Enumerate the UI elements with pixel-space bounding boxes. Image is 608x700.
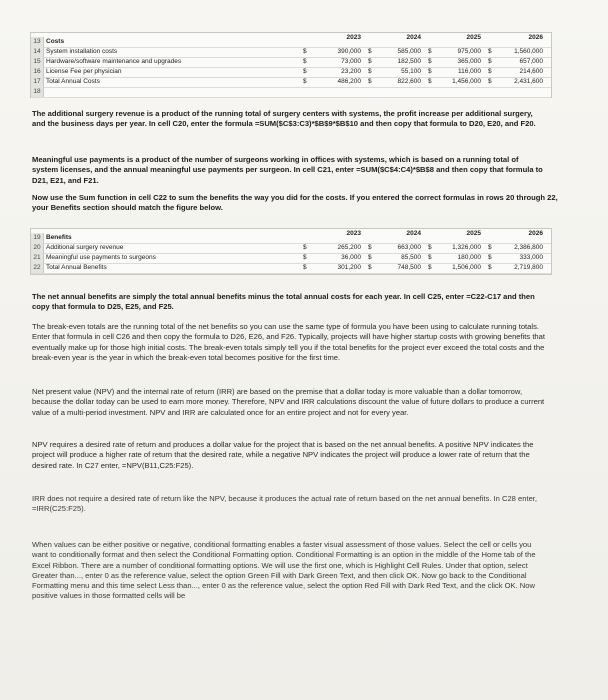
row-number: 16 [31,67,44,77]
benefits-table [30,228,552,275]
currency-symbol: $ [428,244,432,251]
value-cell[interactable]: 301,200 [337,264,361,271]
sheet-row [31,87,551,97]
currency-symbol: $ [368,68,372,75]
value-cell[interactable]: 73,000 [341,58,361,65]
costs-table [30,32,552,98]
row-label: System installation costs [46,48,118,55]
sheet-row [31,253,551,263]
value-cell[interactable]: 2,386,800 [514,244,543,251]
value-cell[interactable]: 1,326,000 [452,244,481,251]
currency-symbol: $ [428,264,432,271]
value-cell[interactable]: 486,200 [337,78,361,85]
value-cell[interactable]: 182,500 [397,58,421,65]
value-cell[interactable]: 23,200 [341,68,361,75]
currency-symbol: $ [488,244,492,251]
currency-symbol: $ [488,264,492,271]
row-number: 18 [31,87,44,97]
value-cell[interactable]: 180,000 [457,254,481,261]
value-cell[interactable]: 265,200 [337,244,361,251]
row-label: Meaningful use payments to surgeons [46,254,156,261]
value-cell[interactable]: 822,600 [397,78,421,85]
value-cell[interactable]: 663,000 [397,244,421,251]
paragraph-npv-irr: Net present value (NPV) and the internal rate of return (IRR) are based on the premise that a dollar today is more valuable than a dollar tomorrow, because the dollar today can be used to earn more money. Therefore, NPV and IRR calculations discount the value of future dollars to produce a current value of a multi-period investment. NPV and IRR are calculated once for an entire project and not for every year. [32,387,545,417]
currency-symbol: $ [368,78,372,85]
row-label: Additional surgery revenue [46,244,124,251]
value-cell[interactable]: 85,500 [401,254,421,261]
currency-symbol: $ [303,254,307,261]
sheet-row [31,77,551,87]
row-number: 14 [31,47,44,57]
grid-line [31,273,551,274]
value-cell[interactable]: 1,560,000 [514,48,543,55]
row-number: 22 [31,263,44,273]
row-label: License Fee per physician [46,68,122,75]
year-header: 2026 [528,230,543,237]
currency-symbol: $ [428,48,432,55]
row-label: Total Annual Costs [46,78,100,85]
value-cell[interactable]: 36,000 [341,254,361,261]
currency-symbol: $ [303,264,307,271]
value-cell[interactable]: 116,000 [457,68,481,75]
row-number: 13 [31,37,44,47]
currency-symbol: $ [303,48,307,55]
year-header: 2025 [466,230,481,237]
currency-symbol: $ [428,68,432,75]
row-label: Total Annual Benefits [46,264,107,271]
value-cell[interactable]: 2,719,800 [514,264,543,271]
row-number: 19 [31,233,44,243]
year-header: 2024 [406,34,421,41]
sheet-row [31,67,551,77]
currency-symbol: $ [368,264,372,271]
currency-symbol: $ [428,58,432,65]
value-cell[interactable]: 1,456,000 [452,78,481,85]
currency-symbol: $ [428,254,432,261]
currency-symbol: $ [488,254,492,261]
paragraph-irr: IRR does not require a desired rate of return like the NPV, because it produces the actual rate of return based on the net annual benefits. In C28 enter, =IRR(C25:F25). [32,494,538,514]
paragraph-break-even: The break-even totals are the running total of the net benefits so you can use the same type of formula you have been using to calculate running totals. Enter that formula in cell C26 and then copy the formula to D26, E26, and F26. Typically, projects will have higher startup costs with growing benefits that eventually make up for those high initial costs. The break-even totals simply tell you if the total benefits for the project ever exceed the total costs and the break-even year is the year in which the break-even total becomes positive for the first time. [32,322,545,362]
currency-symbol: $ [488,78,492,85]
paragraph-sum-benefits: Now use the Sum function in cell C22 to sum the benefits the way you did for the costs. If you entered the correct formulas in rows 20 through 22, your Benefits section should match the figure below. [32,193,558,213]
row-number: 20 [31,243,44,253]
sheet-row [31,47,551,57]
value-cell[interactable]: 333,000 [519,254,543,261]
value-cell[interactable]: 748,500 [397,264,421,271]
paragraph-meaningful-use: Meaningful use payments is a product of the number of surgeons working in offices with systems, which is based on a running total of system licenses, and the annual meaningful use payments per surgeon. In cell C21, enter =SUM($C$4:C4)*$B$8 and then copy that formula to D21, E21, and F21. [32,155,543,185]
row-number: 17 [31,77,44,87]
paragraph-npv: NPV requires a desired rate of return and produces a dollar value for the project that is based on the net annual benefits. A positive NPV indicates the project will produce a higher rate of return that the desired rate, while a negative NPV indicates the project will produce a lower rate of return that the desired rate. In C27 enter, =NPV(B11,C25:F25). [32,440,534,470]
value-cell[interactable]: 1,506,000 [452,264,481,271]
year-header: 2023 [346,34,361,41]
paragraph-net-benefits: The net annual benefits are simply the total annual benefits minus the total annual costs for each year. In cell C25, enter =C22-C17 and then copy that formula to D25, E25, and F25. [32,292,535,312]
value-cell[interactable]: 390,000 [337,48,361,55]
value-cell[interactable]: 55,100 [401,68,421,75]
currency-symbol: $ [428,78,432,85]
year-header: 2023 [346,230,361,237]
value-cell[interactable]: 2,431,600 [514,78,543,85]
sheet-row [31,263,551,273]
currency-symbol: $ [488,48,492,55]
currency-symbol: $ [368,48,372,55]
currency-symbol: $ [368,254,372,261]
row-number: 15 [31,57,44,67]
year-header: 2026 [528,34,543,41]
sheet-row [31,37,551,47]
value-cell[interactable]: 585,000 [397,48,421,55]
value-cell[interactable]: 214,600 [519,68,543,75]
year-header: 2025 [466,34,481,41]
sheet-row [31,233,551,243]
paragraph-conditional-formatting: When values can be either positive or negative, conditional formatting enables a faster visual assessment of those values. Select the cell or cells you want to conditionally format and then select the Conditional Formatting option. Conditional Formatting is an option in the middle of the Home tab of the Excel Ribbon. There are a number of conditional formatting options. We will use the first one, which is Highlight Cell Rules. Under that option, select Greater than..., enter 0 as the reference value, select the option Green Fill with Dark Green Text, and then click OK. Now go back to the Conditional Formatting menu and this time select Less than..., enter 0 as the reference value, select the option Red Fill with Dark Red Text, and the click OK. Now positive values in those formatted cells will be [32,540,536,601]
row-number: 21 [31,253,44,263]
paragraph-surgery-revenue: The additional surgery revenue is a product of the running total of surgery centers with systems, the profit increase per additional surgery, and the business days per year. In cell C20, enter the formula =SUM($C$3:C3)*$B$9*$B$10 and then copy that formula to D20, E20, and F20. [32,109,536,129]
row-label: Hardware/software maintenance and upgrades [46,58,182,65]
value-cell[interactable]: 975,000 [457,48,481,55]
sheet-row [31,57,551,67]
currency-symbol: $ [303,58,307,65]
currency-symbol: $ [368,58,372,65]
currency-symbol: $ [303,68,307,75]
value-cell[interactable]: 657,000 [519,58,543,65]
currency-symbol: $ [488,68,492,75]
row-label: Costs [46,38,65,45]
grid-line [31,97,551,98]
value-cell[interactable]: 365,000 [457,58,481,65]
currency-symbol: $ [488,58,492,65]
currency-symbol: $ [303,78,307,85]
currency-symbol: $ [303,244,307,251]
sheet-row [31,243,551,253]
row-label: Benefits [46,234,72,241]
currency-symbol: $ [368,244,372,251]
year-header: 2024 [406,230,421,237]
